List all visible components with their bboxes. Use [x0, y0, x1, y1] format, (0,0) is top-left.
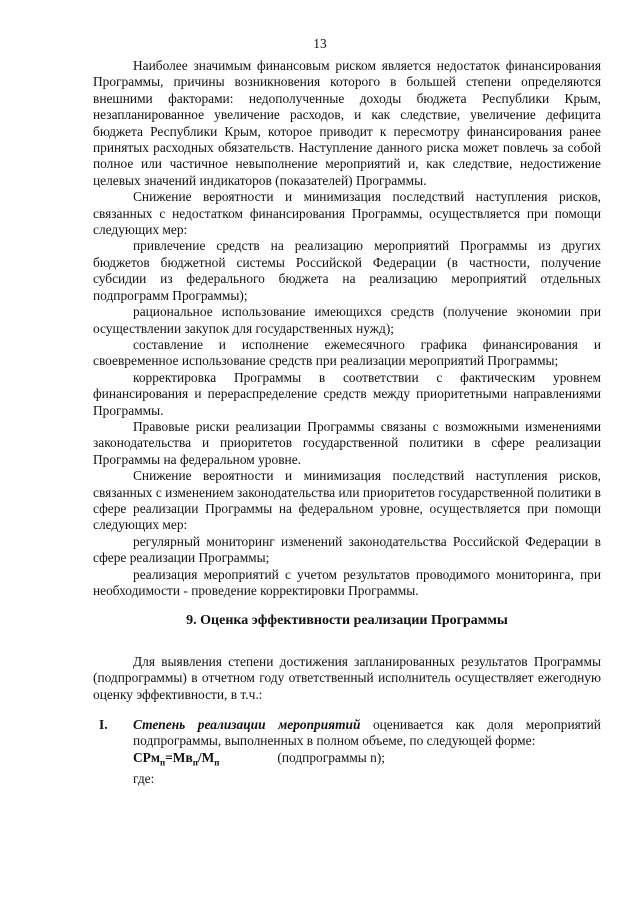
measure-regular-monitoring: регулярный мониторинг изменений законодательства Российской Федерации в сфере реализации Программы; [93, 533, 601, 566]
measure-attract-funds: привлечение средств на реализацию мероприятий Программы из других бюджетов бюджетной системы Российской Федерации (в частности, получение субсидии из федерального бюджета на реализацию мероприятий отдельных подпрограмм Программы); [93, 238, 601, 303]
document-body [93, 58, 601, 787]
formula-lhs: СРм [133, 749, 160, 765]
section-heading: 9. Оценка эффективности реализации Программы [186, 613, 508, 629]
evaluation-item-1 [93, 717, 601, 750]
intro-paragraph: Для выявления степени достижения запланированных результатов Программы (подпрограммы) в отчетном году ответственный исполнитель осуществляет ежегодную оценку эффективности, в т.ч.: [93, 653, 601, 702]
item-rest-text: оценивается как доля мероприятий подпрограммы, выполненных в полном объеме, по следующей форме: [133, 717, 601, 749]
measure-rational-use: рациональное использование имеющихся средств (получение экономии при осуществлении закупок для государственных нужд); [93, 304, 601, 336]
formula-mv-sub: п [192, 757, 198, 768]
item-text [93, 717, 601, 750]
formula-line [93, 750, 601, 771]
formula-m-sub: п [214, 757, 220, 768]
paragraph-risk-mitigation-finance: Снижение вероятности и минимизация последствий наступления рисков, связанных с недостатком финансирования Программы, осуществляется при помощи следующих мер: [93, 189, 601, 238]
formula [133, 749, 220, 768]
formula-mv: =Мв [165, 749, 193, 765]
item-bold-lead: Степень реализации мероприятий [133, 717, 361, 733]
paragraph-risk-mitigation-legal: Снижение вероятности и минимизация последствий наступления рисков, связанных с изменением законодательства или приоритетов государственной политики в сфере реализации Программы на федеральном уровне, осуществляется при помощи следующих мер: [93, 468, 601, 533]
measure-monthly-schedule: составление и исполнение ежемесячного графика финансирования и своевременное использование средств при реализации мероприятий Программы; [93, 336, 601, 369]
measure-program-adjustment: корректировка Программы в соответствии с фактическим уровнем финансирования и перераспределение средств между приоритетными направлениями Программы. [93, 369, 601, 418]
where-label: где: [133, 770, 155, 786]
formula-m: /М [197, 749, 215, 765]
formula-lhs-sub: п [159, 757, 166, 768]
formula-note: (подпрограммы n); [277, 749, 386, 765]
paragraph-legal-risks: Правовые риски реализации Программы связаны с возможными изменениями законодательства и приоритетов государственной политики в сфере реализации Программы на федеральном уровне. [93, 418, 601, 467]
paragraph-financial-risk: Наиболее значимым финансовым риском является недостаток финансирования Программы, причины возникновения которого в большей степени определяются внешними факторами: недополученные доходы бюджета Республики Крым, незапланированное увеличение расходов, и как следствие, увеличение дефицита бюджета Республики Крым, которое приводит к пересмотру финансирования ранее принятых расходных обязательств. Наступление данного риска может повлечь за собой полное или частичное невыполнение мероприятий и, как следствие, недостижение целевых значений индикаторов (показателей) Программы. [93, 58, 601, 188]
page-number: 13 [313, 36, 327, 51]
measure-monitoring-results: реализация мероприятий с учетом результатов проводимого мониторинга, при необходимости - проведение корректировки Программы. [93, 566, 601, 598]
item-marker: I. [99, 717, 108, 733]
